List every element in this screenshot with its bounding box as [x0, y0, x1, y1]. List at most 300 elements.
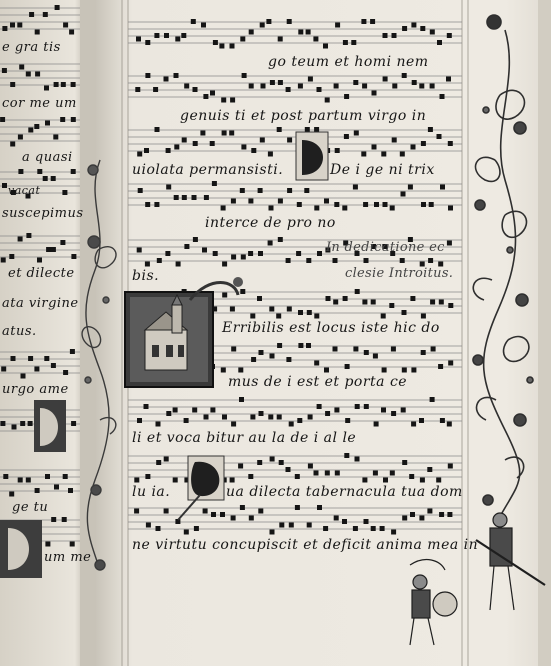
lyric-line-11: ua dilecta tabernacula tua dom [226, 484, 463, 500]
neume [383, 478, 388, 483]
neume [230, 307, 235, 312]
neume [231, 516, 236, 521]
neume [1, 367, 6, 372]
neume [137, 152, 142, 157]
neume [439, 300, 444, 305]
neume [278, 37, 283, 42]
neume [231, 255, 236, 260]
neume [400, 258, 405, 263]
neume [334, 202, 339, 207]
neume [251, 357, 256, 362]
neume [430, 30, 435, 35]
neume [249, 30, 254, 35]
neume [203, 509, 208, 514]
neume [18, 135, 23, 140]
neume [342, 519, 347, 524]
neume [335, 148, 340, 153]
neume [373, 354, 378, 359]
neume [260, 23, 265, 28]
neume [343, 296, 348, 301]
neume [28, 421, 33, 426]
neume [371, 526, 376, 531]
neume [18, 169, 23, 174]
neume [298, 84, 303, 89]
neume [343, 40, 348, 45]
neume [166, 185, 171, 190]
neume [259, 411, 264, 416]
neume [63, 370, 68, 375]
neume [2, 26, 7, 31]
neume [361, 19, 366, 24]
neume [334, 516, 339, 521]
neume [9, 254, 14, 259]
neume [222, 293, 227, 298]
neume [364, 519, 369, 524]
neume [51, 363, 56, 368]
neume [307, 523, 312, 528]
neume [344, 94, 349, 99]
neume [448, 141, 453, 146]
neume [18, 478, 23, 483]
neume [353, 185, 358, 190]
neume [157, 258, 162, 263]
neume [219, 44, 224, 49]
neume [298, 343, 303, 348]
neume [249, 84, 254, 89]
neume [372, 145, 377, 150]
neume [154, 33, 159, 38]
neume [314, 361, 319, 366]
neume [411, 422, 416, 427]
neume [210, 91, 215, 96]
neume [250, 415, 255, 420]
neume [353, 347, 358, 352]
neume [279, 460, 284, 465]
neume [12, 425, 17, 430]
neume [11, 356, 16, 361]
neume [308, 464, 313, 469]
neume [2, 68, 7, 73]
lyric-line-4: De i ge ni trix [330, 162, 435, 178]
neume [317, 404, 322, 409]
lyric-line-1: go teum et homi nem [268, 54, 429, 70]
neume [430, 84, 435, 89]
neume [221, 206, 226, 211]
neume [192, 408, 197, 413]
neume [440, 94, 445, 99]
page-edge [538, 0, 551, 666]
neume [240, 37, 245, 42]
neume [296, 251, 301, 256]
neume [286, 357, 291, 362]
neume [2, 183, 7, 188]
neume [287, 138, 292, 143]
neume [71, 169, 76, 174]
neume [37, 169, 42, 174]
neume [448, 464, 453, 469]
neume [421, 141, 426, 146]
lyric-line-3: uiolata permansisti. [132, 162, 284, 178]
neume [54, 82, 59, 87]
neume [431, 347, 436, 352]
neume [410, 512, 415, 517]
neume [439, 512, 444, 517]
neume [448, 303, 453, 308]
neume [308, 77, 313, 82]
neume [240, 289, 245, 294]
neume [248, 251, 253, 256]
neume [278, 237, 283, 242]
neume [164, 33, 169, 38]
neume [166, 148, 171, 153]
neume [333, 347, 338, 352]
neume [202, 248, 207, 253]
neume [335, 471, 340, 476]
neume [164, 509, 169, 514]
neume [438, 364, 443, 369]
neume [145, 202, 150, 207]
neume [210, 141, 215, 146]
neume [231, 199, 236, 204]
neume [135, 87, 140, 92]
neume [325, 411, 330, 416]
neume [258, 188, 263, 193]
neume [194, 526, 199, 531]
neume [270, 354, 275, 359]
neume [54, 485, 59, 490]
neume [287, 19, 292, 24]
neume [242, 73, 247, 78]
neume [37, 258, 42, 263]
neume [35, 30, 40, 35]
neume [342, 206, 347, 211]
neume [193, 237, 198, 242]
neume [401, 192, 406, 197]
neume [421, 202, 426, 207]
neume [381, 314, 386, 319]
neume [184, 244, 189, 249]
neume [372, 91, 377, 96]
neume [138, 188, 143, 193]
neume [306, 258, 311, 263]
neume [353, 80, 358, 85]
neume [286, 258, 291, 263]
neume [35, 488, 40, 493]
neume [154, 202, 159, 207]
neume [192, 195, 197, 200]
neume [362, 84, 367, 89]
neume [402, 460, 407, 465]
neume [230, 478, 235, 483]
neume [317, 87, 322, 92]
neume [17, 23, 22, 28]
neume [345, 364, 350, 369]
left-lyric-4: vacat [8, 184, 41, 197]
neume [0, 117, 5, 122]
neume [419, 516, 424, 521]
neume [200, 131, 205, 136]
neume [145, 40, 150, 45]
neume [391, 347, 396, 352]
neume [34, 367, 39, 372]
neume [184, 418, 189, 423]
neume [402, 73, 407, 78]
neume [45, 121, 50, 126]
neume [383, 33, 388, 38]
neume [201, 23, 206, 28]
neume [174, 195, 179, 200]
neume [314, 314, 319, 319]
neume [35, 72, 40, 77]
neume [240, 188, 245, 193]
neume [270, 530, 275, 535]
neume [43, 12, 48, 17]
neume [374, 422, 379, 427]
neume [276, 314, 281, 319]
neume [333, 258, 338, 263]
neume [153, 87, 158, 92]
neume [270, 457, 275, 462]
neume [304, 188, 309, 193]
left-lyric-2: cor me um [2, 96, 77, 111]
neume [355, 289, 360, 294]
neume [21, 374, 26, 379]
neume [71, 421, 76, 426]
neume [409, 474, 414, 479]
neume [401, 408, 406, 413]
neume [45, 542, 50, 547]
neume [277, 127, 282, 132]
neume [307, 310, 312, 315]
neume [392, 84, 397, 89]
neume [410, 296, 415, 301]
neume [156, 526, 161, 531]
neume [34, 124, 39, 129]
neume [364, 350, 369, 355]
neume [277, 343, 282, 348]
neume [355, 404, 360, 409]
neume [203, 94, 208, 99]
neume [184, 84, 189, 89]
neume [392, 138, 397, 143]
neume [28, 128, 33, 133]
neume [412, 80, 417, 85]
neume [297, 202, 302, 207]
neume [392, 33, 397, 38]
neume [10, 82, 15, 87]
neume [447, 422, 452, 427]
neume [391, 411, 396, 416]
neume [323, 44, 328, 49]
neume [308, 415, 313, 420]
neume [447, 512, 452, 517]
neume [175, 37, 180, 42]
neume [204, 195, 209, 200]
left-lyric-3: a quasi [22, 150, 73, 165]
neume [355, 457, 360, 462]
neume [287, 188, 292, 193]
neume [191, 19, 196, 24]
lyric-line-9: li et voca bitur au la de i al le [132, 430, 357, 446]
neume [257, 296, 262, 301]
neume [230, 98, 235, 103]
neume [238, 368, 243, 373]
neume [145, 262, 150, 267]
neume [1, 258, 6, 263]
neume [317, 251, 322, 256]
initial-left-1 [34, 400, 66, 452]
neume [269, 206, 274, 211]
neume [287, 307, 292, 312]
neume [370, 19, 375, 24]
neume [448, 206, 453, 211]
neume [137, 418, 142, 423]
neume [428, 258, 433, 263]
neume [314, 206, 319, 211]
neume [295, 474, 300, 479]
neume [184, 530, 189, 535]
neume [314, 471, 319, 476]
neume [136, 37, 141, 42]
neume [20, 421, 25, 426]
neume [45, 474, 50, 479]
neume [229, 131, 234, 136]
neume [156, 460, 161, 465]
neume [277, 415, 282, 420]
neume [325, 98, 330, 103]
neume [174, 73, 179, 78]
neume [46, 247, 51, 252]
lyric-line-2: genuis ti et post partum virgo in [180, 108, 427, 124]
neume [420, 26, 425, 31]
neume [437, 40, 442, 45]
neume [259, 350, 264, 355]
neume [279, 523, 284, 528]
neume [231, 422, 236, 427]
neume [351, 40, 356, 45]
neume [382, 368, 387, 373]
neume [10, 23, 15, 28]
neume [390, 471, 395, 476]
neume [324, 368, 329, 373]
neume [419, 418, 424, 423]
neume [289, 523, 294, 528]
neume [269, 307, 274, 312]
neume [51, 247, 56, 252]
neume [297, 418, 302, 423]
left-lyric-10: ge tu [12, 500, 49, 515]
left-lyric-8: atus. [2, 324, 37, 339]
neume [164, 457, 169, 462]
neume [240, 505, 245, 510]
neume [286, 467, 291, 472]
neume [289, 422, 294, 427]
neume [421, 350, 426, 355]
neume [362, 300, 367, 305]
neume [440, 418, 445, 423]
neume [137, 248, 142, 253]
lyric-line-10: lu ia. [132, 484, 171, 500]
neume [70, 542, 75, 547]
neume [156, 422, 161, 427]
neume [63, 474, 68, 479]
neume [374, 202, 379, 207]
neume [28, 356, 33, 361]
neume [44, 86, 49, 91]
left-lyric-7: ata virgine [2, 296, 79, 311]
neume [134, 478, 139, 483]
neume [238, 464, 243, 469]
neume [0, 421, 5, 426]
initial-left-2 [0, 520, 42, 578]
neume [63, 23, 68, 28]
neume [314, 127, 319, 132]
neume [239, 397, 244, 402]
neume [51, 517, 56, 522]
lyric-line-5: interce de pro no [205, 215, 336, 231]
neume [411, 368, 416, 373]
neume [26, 72, 31, 77]
neume [71, 82, 76, 87]
neume [446, 77, 451, 82]
neume [165, 251, 170, 256]
neume [19, 65, 24, 70]
neume [295, 505, 300, 510]
left-lyric-11: um me [44, 550, 92, 565]
neume [249, 516, 254, 521]
neume [363, 202, 368, 207]
neume [411, 145, 416, 150]
neume [447, 33, 452, 38]
neume [250, 314, 255, 319]
neume [411, 23, 416, 28]
neume [306, 343, 311, 348]
neume [447, 241, 452, 246]
neume [193, 141, 198, 146]
neume [383, 77, 388, 82]
left-lyric-6: et dilecte [8, 266, 75, 281]
neume [155, 127, 160, 132]
neume [380, 526, 385, 531]
neume [144, 148, 149, 153]
neume [278, 80, 283, 85]
neume [335, 23, 340, 28]
neume [268, 152, 273, 157]
neume [261, 84, 266, 89]
neume [222, 262, 227, 267]
neume [419, 84, 424, 89]
neume [260, 138, 265, 143]
neume [344, 453, 349, 458]
neume [258, 251, 263, 256]
neume [44, 356, 49, 361]
neume [268, 415, 273, 420]
neume [26, 233, 31, 238]
neume [241, 255, 246, 260]
neume [29, 12, 34, 17]
neume [334, 84, 339, 89]
neume [210, 408, 215, 413]
lyric-line-6: bis. [132, 268, 160, 284]
neume [324, 199, 329, 204]
neume [53, 135, 58, 140]
neume [71, 254, 76, 259]
neume [317, 505, 322, 510]
neume [251, 148, 256, 153]
left-lyric-5: suscepimus [2, 206, 84, 221]
neume [427, 467, 432, 472]
neume [181, 33, 186, 38]
